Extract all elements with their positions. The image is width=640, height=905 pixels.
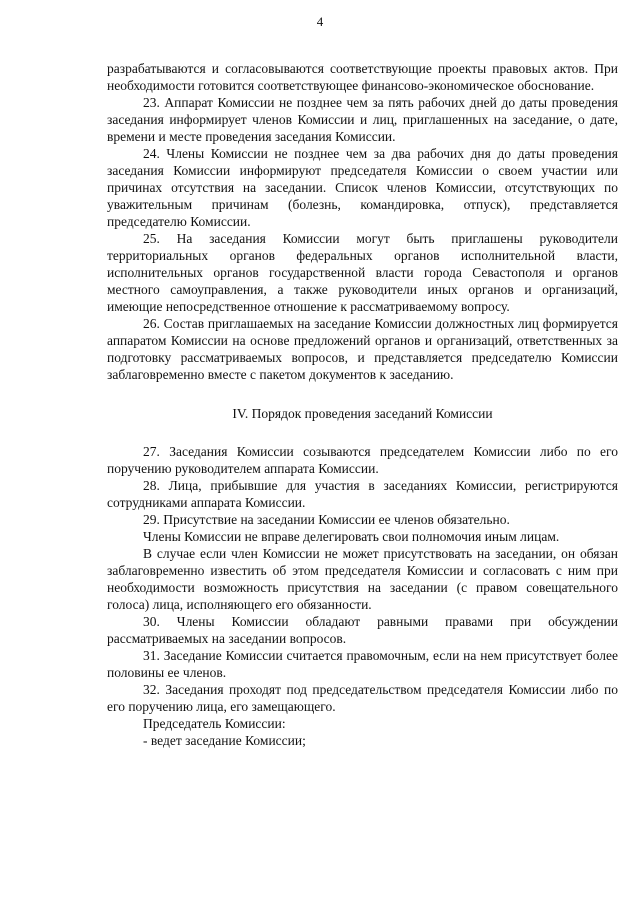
paragraph-29-absence: В случае если член Комиссии не может присутствовать на заседании, он обязан заблаговременно известить об этом председателя Комиссии и согласовать с ним при необходимости возможность присутствия на заседании (с правом совещательного голоса) лица, исполняющего его обязанности. — [107, 546, 618, 612]
paragraph-23: 23. Аппарат Комиссии не позднее чем за пять рабочих дней до даты проведения заседания информирует членов Комиссии и лиц, приглашенных на заседание, о дате, времени и месте проведения заседания Комиссии. — [107, 95, 618, 144]
paragraph-26: 26. Состав приглашаемых на заседание Комиссии должностных лиц формируется аппаратом Комиссии на основе предложений органов и организаций, ответственных за подготовку рассматриваемых вопросов, и представляется председателю Комиссии заблаговременно вместе с пакетом документов к заседанию. — [107, 316, 618, 382]
paragraph-25: 25. На заседания Комиссии могут быть приглашены руководители территориальных органов федеральных органов исполнительной власти, исполнительных органов государственной власти города Севастополя и органов местного самоуправления, а также руководители иных органов и организаций, имеющие непосредственное отношение к рассматриваемому вопросу. — [107, 231, 618, 314]
paragraph-29: 29. Присутствие на заседании Комиссии ее членов обязательно. — [143, 512, 510, 527]
page-number: 4 — [316, 14, 324, 29]
paragraph-31: 31. Заседание Комиссии считается правомочным, если на нем присутствует более половины ее членов. — [107, 648, 618, 680]
section-heading: IV. Порядок проведения заседаний Комиссии — [232, 406, 493, 421]
paragraph-29-delegation: Члены Комиссии не вправе делегировать свои полномочия иным лицам. — [143, 529, 560, 544]
paragraph-continuation: разрабатываются и согласовываются соответствующие проекты правовых актов. При необходимости готовится соответствующее финансово-экономическое обоснование. — [107, 61, 618, 93]
chair-duties-heading: Председатель Комиссии: — [143, 716, 286, 731]
paragraph-32: 32. Заседания проходят под председательством председателя Комиссии либо по его поручению лица, его замещающего. — [107, 682, 618, 714]
paragraph-30: 30. Члены Комиссии обладают равными правами при обсуждении рассматриваемых на заседании вопросов. — [107, 614, 618, 646]
document-body — [107, 60, 618, 749]
chair-duty-item: - ведет заседание Комиссии; — [143, 733, 306, 748]
paragraph-28: 28. Лица, прибывшие для участия в заседаниях Комиссии, регистрируются сотрудниками аппарата Комиссии. — [107, 478, 618, 510]
paragraph-24: 24. Члены Комиссии не позднее чем за два рабочих дня до даты проведения заседания Комиссии информируют председателя Комиссии о своем участии или причинах отсутствия на заседании. Список членов Комиссии, отсутствующих по уважительным причинам (болезнь, командировка, отпуск), представляется председателю Комиссии. — [107, 146, 618, 229]
paragraph-27: 27. Заседания Комиссии созываются председателем Комиссии либо по его поручению руководителем аппарата Комиссии. — [107, 444, 618, 476]
